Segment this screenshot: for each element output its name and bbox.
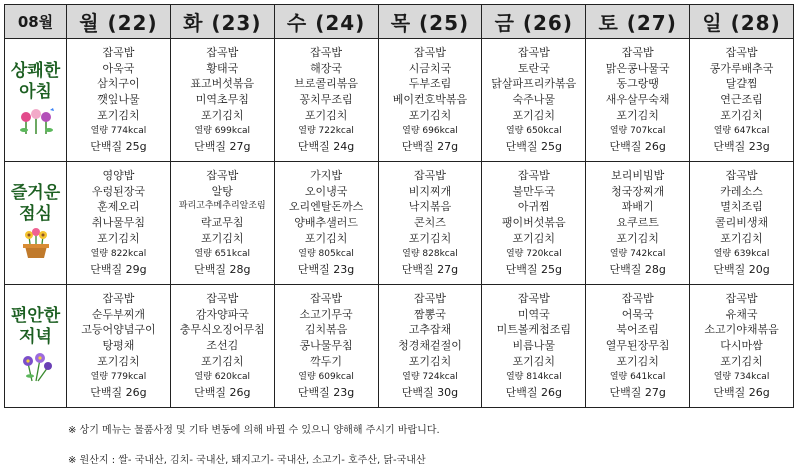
day-header: 화 (23) <box>170 5 274 39</box>
menu-item: 포기김치 <box>720 354 763 368</box>
origin-text: ※ 원산지 : 쌀- 국내산, 김치- 국내산, 돼지고기- 국내산, 소고기- 호주산, 닭-국내산 <box>68 455 426 466</box>
menu-cell <box>378 162 482 285</box>
meal-label-cell <box>5 285 67 408</box>
menu-item: 잡곡밥 <box>102 291 135 305</box>
menu-item: 맑은콩나물국 <box>605 61 670 75</box>
menu-item: 미역초무침 <box>195 93 249 107</box>
menu-item: 포기김치 <box>512 354 556 368</box>
menu-item: 낙지볶음 <box>408 200 452 214</box>
menu-item: 포기김치 <box>201 231 244 245</box>
nutrition-value: 단백질 27g <box>401 140 459 154</box>
meal-row <box>5 39 794 162</box>
menu-item: 김치볶음 <box>304 323 348 337</box>
month-header: 08월 <box>5 5 67 39</box>
nutrition-value: 단백질 27g <box>609 386 666 400</box>
menu-item: 알탕 <box>211 184 233 198</box>
menu-item: 베이컨호박볶음 <box>392 93 468 107</box>
menu-item: 잡곡밥 <box>414 45 446 59</box>
day-header: 일 (28) <box>690 5 794 39</box>
meal-label: 편안한 <box>10 305 61 326</box>
menu-item: 아귀찜 <box>517 200 550 214</box>
menu-item: 잡곡밥 <box>517 291 550 305</box>
menu-item: 잡곡밥 <box>414 168 446 182</box>
nutrition-value: 단백질 26g <box>609 140 666 154</box>
nutrition-value: 단백질 20g <box>713 263 770 277</box>
menu-item: 잡곡밥 <box>206 291 239 305</box>
weekly-menu-table <box>4 4 794 408</box>
menu-item: 비지찌개 <box>408 184 452 198</box>
notice-text: ※ 상기 메뉴는 물품사정 및 기타 변동에 의해 바뀔 수 있으니 양해해 주시기 바랍니다. <box>68 425 440 436</box>
menu-item: 표고버섯볶음 <box>190 77 255 91</box>
nutrition-value: 단백질 23g <box>297 386 355 400</box>
menu-item: 비름나물 <box>512 339 556 353</box>
nutrition-value: 열량 641kcal <box>609 371 666 382</box>
flower-pot-icon <box>5 228 66 264</box>
menu-cell <box>67 285 171 408</box>
menu-item: 미역국 <box>517 307 550 321</box>
nutrition-value: 단백질 26g <box>505 386 562 400</box>
menu-cell <box>274 39 378 162</box>
nutrition-value: 단백질 24g <box>297 140 355 154</box>
menu-item: 훈제오리 <box>97 200 140 214</box>
menu-item: 영양밥 <box>102 168 135 182</box>
menu-item: 콩가루배추국 <box>709 61 774 75</box>
nutrition-value: 열량 742kcal <box>609 248 666 259</box>
menu-item: 동그랑땡 <box>616 77 659 91</box>
nutrition-value: 열량 639kcal <box>713 248 770 259</box>
meal-label: 상쾌한 <box>10 60 61 81</box>
nutrition-value: 열량 814kcal <box>505 371 562 382</box>
menu-item: 꽈리고추메추리알조림 <box>178 201 266 212</box>
menu-item: 잡곡밥 <box>517 45 550 59</box>
menu-item: 달걀찜 <box>725 77 758 91</box>
menu-item: 잡곡밥 <box>310 45 343 59</box>
menu-cell <box>274 285 378 408</box>
menu-item: 락교무침 <box>201 216 244 230</box>
menu-item: 황태국 <box>206 61 239 75</box>
menu-item: 잡곡밥 <box>725 168 758 182</box>
menu-cell <box>690 39 794 162</box>
menu-item: 포기김치 <box>616 354 659 368</box>
menu-item: 멸치조림 <box>720 200 763 214</box>
nutrition-value: 단백질 25g <box>90 140 147 154</box>
menu-item: 보리비빔밥 <box>611 168 665 182</box>
menu-item: 유채국 <box>725 307 758 321</box>
menu-item: 포기김치 <box>97 108 140 122</box>
menu-item: 잡곡밥 <box>102 45 135 59</box>
nutrition-value: 열량 828kcal <box>402 248 458 259</box>
menu-item: 청국장찌개 <box>611 184 665 198</box>
menu-item: 꽈배기 <box>621 200 654 214</box>
menu-item: 오이냉국 <box>304 184 348 198</box>
menu-item: 새우살무숙채 <box>605 93 670 107</box>
menu-item: 잡곡밥 <box>310 291 343 305</box>
menu-item: 조선김 <box>206 339 239 353</box>
menu-item: 두부조림 <box>408 77 452 91</box>
menu-item: 북어조림 <box>616 323 659 337</box>
day-header: 월 (22) <box>67 5 171 39</box>
menu-cell <box>170 285 274 408</box>
menu-cell <box>378 39 482 162</box>
menu-item: 잡곡밥 <box>621 45 654 59</box>
menu-item: 취나물무침 <box>91 216 145 230</box>
menu-item: 불만두국 <box>512 184 556 198</box>
tulip-flowers-icon <box>5 106 66 140</box>
menu-item: 요쿠르트 <box>616 216 659 230</box>
nutrition-value: 단백질 25g <box>505 263 562 277</box>
menu-item: 포기김치 <box>720 108 763 122</box>
menu-item: 충무식오징어무침 <box>179 323 265 337</box>
day-header: 수 (24) <box>274 5 378 39</box>
menu-cell <box>690 162 794 285</box>
nutrition-value: 열량 805kcal <box>298 248 354 259</box>
menu-item: 브로콜리볶음 <box>294 77 358 91</box>
menu-item: 깻잎나물 <box>97 93 140 107</box>
menu-item: 포기김치 <box>408 231 452 245</box>
menu-item: 꽁치무조림 <box>299 93 353 107</box>
menu-item: 포기김치 <box>201 354 244 368</box>
nutrition-value: 열량 651kcal <box>194 248 251 259</box>
menu-item: 시금치국 <box>408 61 452 75</box>
menu-item: 어묵국 <box>621 307 654 321</box>
menu-item: 콘치즈 <box>414 216 446 230</box>
menu-item: 순두부찌개 <box>91 307 145 321</box>
menu-item: 닭살파프리카볶음 <box>491 77 577 91</box>
nutrition-value: 단백질 27g <box>401 263 459 277</box>
menu-item: 잡곡밥 <box>206 168 239 182</box>
menu-item: 잡곡밥 <box>517 168 550 182</box>
menu-item: 감자양파국 <box>195 307 249 321</box>
menu-cell <box>67 39 171 162</box>
menu-cell <box>586 285 690 408</box>
menu-item: 오리엔탈돈까스 <box>288 200 364 214</box>
nutrition-value: 열량 822kcal <box>90 248 147 259</box>
menu-item: 우렁된장국 <box>91 184 145 198</box>
menu-item: 포기김치 <box>616 108 659 122</box>
meal-label: 즐거운 <box>10 182 61 203</box>
nutrition-value: 열량 779kcal <box>90 371 147 382</box>
menu-item: 소고기야채볶음 <box>704 323 779 337</box>
menu-item: 소고기무국 <box>299 307 353 321</box>
menu-item: 포기김치 <box>97 231 140 245</box>
meal-label: 아침 <box>19 81 52 102</box>
nutrition-value: 단백질 26g <box>713 386 770 400</box>
menu-item: 포기김치 <box>304 108 348 122</box>
nutrition-value: 열량 724kcal <box>402 371 458 382</box>
menu-item: 아욱국 <box>102 61 135 75</box>
menu-item: 콩나물무침 <box>299 339 353 353</box>
nutrition-value: 열량 720kcal <box>505 248 562 259</box>
menu-item: 잡곡밥 <box>725 45 758 59</box>
menu-cell <box>482 285 586 408</box>
nutrition-value: 단백질 28g <box>609 263 666 277</box>
menu-item: 포기김치 <box>512 231 556 245</box>
nutrition-value: 열량 609kcal <box>298 371 354 382</box>
menu-item: 포기김치 <box>408 108 452 122</box>
menu-item: 청경채겉절이 <box>398 339 462 353</box>
nutrition-value: 단백질 26g <box>90 386 147 400</box>
menu-item: 포기김치 <box>616 231 659 245</box>
menu-item: 고등어양념구이 <box>81 323 156 337</box>
nutrition-value: 단백질 23g <box>713 140 770 154</box>
menu-cell <box>67 162 171 285</box>
menu-item: 가지밥 <box>310 168 343 182</box>
nutrition-value: 단백질 27g <box>194 140 251 154</box>
menu-cell <box>170 162 274 285</box>
menu-item: 포기김치 <box>512 108 556 122</box>
nutrition-value: 열량 707kcal <box>609 125 666 136</box>
menu-cell <box>482 39 586 162</box>
nutrition-value: 열량 647kcal <box>713 125 770 136</box>
menu-item: 포기김치 <box>97 354 140 368</box>
meal-label: 저녁 <box>19 326 52 347</box>
nutrition-value: 단백질 23g <box>297 263 355 277</box>
menu-item: 잡곡밥 <box>621 291 654 305</box>
menu-item: 카레소스 <box>720 184 763 198</box>
menu-item: 잡곡밥 <box>725 291 758 305</box>
menu-item: 다시마쌈 <box>720 339 763 353</box>
menu-item: 잡곡밥 <box>206 45 239 59</box>
purple-flowers-icon <box>5 351 66 387</box>
day-header: 토 (27) <box>586 5 690 39</box>
menu-item: 포기김치 <box>720 231 763 245</box>
menu-item: 잡곡밥 <box>414 291 446 305</box>
nutrition-value: 열량 722kcal <box>298 125 354 136</box>
meal-row <box>5 162 794 285</box>
menu-item: 양배추샐러드 <box>294 216 358 230</box>
menu-item: 고추잡채 <box>408 323 452 337</box>
nutrition-value: 단백질 28g <box>194 263 251 277</box>
menu-cell <box>482 162 586 285</box>
nutrition-value: 열량 650kcal <box>505 125 562 136</box>
menu-item: 짬뽕국 <box>414 307 446 321</box>
nutrition-value: 단백질 25g <box>505 140 562 154</box>
menu-cell <box>378 285 482 408</box>
nutrition-value: 단백질 30g <box>401 386 459 400</box>
meal-row <box>5 285 794 408</box>
menu-item: 해장국 <box>310 61 343 75</box>
menu-cell <box>274 162 378 285</box>
menu-item: 포기김치 <box>304 231 348 245</box>
nutrition-value: 열량 774kcal <box>90 125 147 136</box>
menu-item: 콜리비생채 <box>714 216 769 230</box>
header-row <box>5 5 794 39</box>
meal-label-cell <box>5 162 67 285</box>
nutrition-value: 단백질 29g <box>90 263 147 277</box>
nutrition-value: 단백질 26g <box>194 386 251 400</box>
menu-item: 연근조림 <box>720 93 763 107</box>
nutrition-value: 열량 699kcal <box>194 125 251 136</box>
menu-item: 포기김치 <box>201 108 244 122</box>
nutrition-value: 열량 620kcal <box>194 371 251 382</box>
menu-item: 탕평채 <box>102 339 135 353</box>
meal-label: 점심 <box>19 203 52 224</box>
menu-item: 팽이버섯볶음 <box>501 216 566 230</box>
day-header: 금 (26) <box>482 5 586 39</box>
menu-cell <box>586 39 690 162</box>
menu-cell <box>690 285 794 408</box>
menu-item: 미트볼케첩조림 <box>496 323 571 337</box>
menu-item: 삼치구이 <box>97 77 140 91</box>
menu-item: 깍두기 <box>310 354 343 368</box>
menu-cell <box>586 162 690 285</box>
day-header: 목 (25) <box>378 5 482 39</box>
menu-item: 토란국 <box>517 61 550 75</box>
menu-cell <box>170 39 274 162</box>
nutrition-value: 열량 734kcal <box>713 371 770 382</box>
menu-item: 포기김치 <box>408 354 452 368</box>
menu-item: 열무된장무침 <box>605 339 670 353</box>
menu-item: 숙주나물 <box>512 93 556 107</box>
meal-label-cell <box>5 39 67 162</box>
nutrition-value: 열량 696kcal <box>402 125 458 136</box>
